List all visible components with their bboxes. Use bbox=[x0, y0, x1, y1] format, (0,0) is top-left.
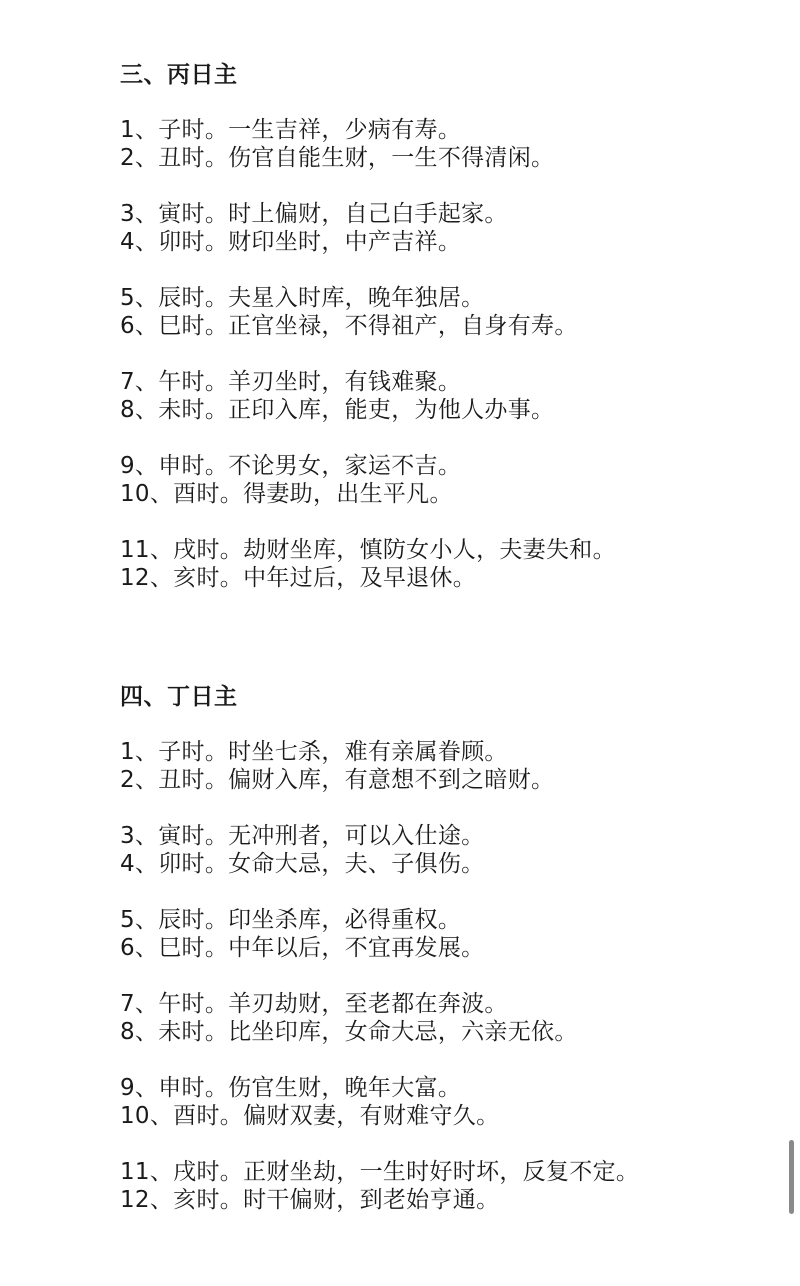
entry-line: 11、戌时。劫财坐库，慎防女小人，夫妻失和。 bbox=[120, 537, 616, 563]
entry-line: 4、卯时。女命大忌，夫、子俱伤。 bbox=[120, 851, 485, 877]
entry-group bbox=[120, 990, 760, 1046]
entry-line: 2、丑时。伤官自能生财，一生不得清闲。 bbox=[120, 145, 555, 171]
entry-line: 8、未时。比坐印库，女命大忌，六亲无依。 bbox=[120, 1019, 578, 1045]
entry-line: 9、申时。不论男女，家运不吉。 bbox=[120, 453, 462, 479]
entry-line: 10、酉时。偏财双妻，有财难守久。 bbox=[120, 1103, 500, 1129]
entry-line: 6、巳时。中年以后，不宜再发展。 bbox=[120, 935, 485, 961]
entry-line: 12、亥时。中年过后，及早退休。 bbox=[120, 565, 477, 591]
entry-line: 5、辰时。印坐杀库，必得重权。 bbox=[120, 907, 462, 933]
entry-group bbox=[120, 116, 760, 172]
entry-line: 1、子时。时坐七杀，难有亲属眷顾。 bbox=[120, 739, 508, 765]
entry-line: 5、辰时。夫星入时库，晚年独居。 bbox=[120, 285, 485, 311]
section-bing-day-master bbox=[120, 58, 760, 620]
entry-line: 11、戌时。正财坐劫，一生时好时坏，反复不定。 bbox=[120, 1159, 640, 1185]
entry-group bbox=[120, 284, 760, 340]
entry-line: 6、巳时。正官坐禄，不得祖产，自身有寿。 bbox=[120, 313, 578, 339]
entry-line: 1、子时。一生吉祥，少病有寿。 bbox=[120, 117, 462, 143]
entry-group bbox=[120, 200, 760, 256]
entry-line: 3、寅时。时上偏财，自己白手起家。 bbox=[120, 201, 508, 227]
entry-line: 9、申时。伤官生财，晚年大富。 bbox=[120, 1075, 462, 1101]
entry-group bbox=[120, 906, 760, 962]
vertical-scrollbar[interactable] bbox=[789, 1140, 794, 1214]
entry-group bbox=[120, 368, 760, 424]
entry-line: 8、未时。正印入库，能吏，为他人办事。 bbox=[120, 397, 555, 423]
entry-group bbox=[120, 1074, 760, 1130]
section-title: 三、丙日主 bbox=[120, 62, 238, 88]
entry-line: 2、丑时。偏财入库，有意想不到之暗财。 bbox=[120, 767, 555, 793]
section-title: 四、丁日主 bbox=[120, 684, 238, 710]
entry-group bbox=[120, 536, 760, 592]
section-ding-day-master bbox=[120, 680, 760, 1242]
entry-line: 7、午时。羊刃劫财，至老都在奔波。 bbox=[120, 991, 508, 1017]
entry-group bbox=[120, 1158, 760, 1214]
entry-group bbox=[120, 738, 760, 794]
entry-group bbox=[120, 452, 760, 508]
entry-group bbox=[120, 822, 760, 878]
entry-line: 4、卯时。财印坐时，中产吉祥。 bbox=[120, 229, 462, 255]
entry-line: 10、酉时。得妻助，出生平凡。 bbox=[120, 481, 453, 507]
entry-line: 12、亥时。时干偏财，到老始亨通。 bbox=[120, 1187, 500, 1213]
entry-line: 7、午时。羊刃坐时，有钱难聚。 bbox=[120, 369, 462, 395]
entry-line: 3、寅时。无冲刑者，可以入仕途。 bbox=[120, 823, 485, 849]
